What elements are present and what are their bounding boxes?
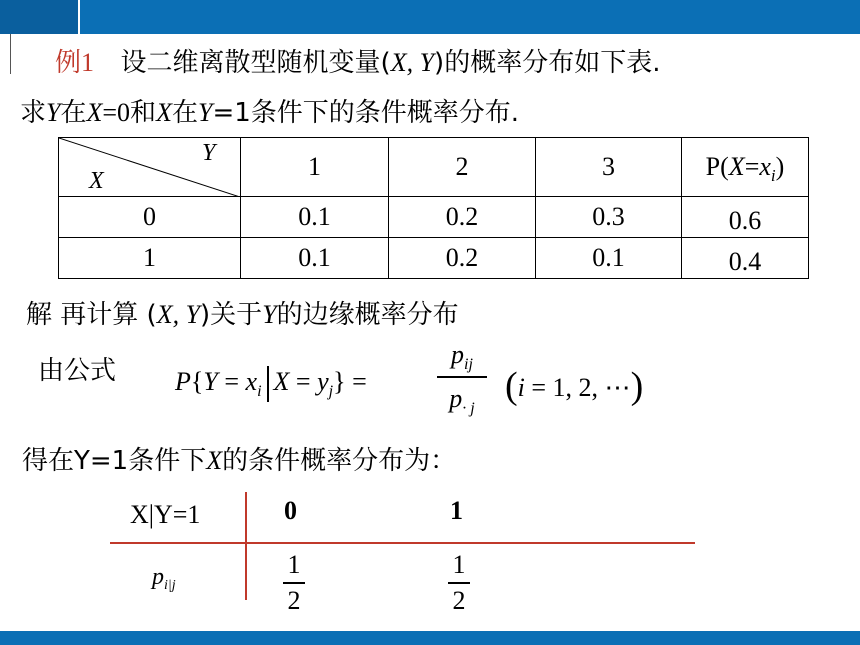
var-seg: Y bbox=[197, 98, 213, 127]
paren-right: ) bbox=[630, 365, 644, 407]
problem-text: 设二维离散型随机变量( bbox=[120, 48, 391, 78]
fraction-numerator bbox=[437, 340, 487, 373]
f-seg: p bbox=[449, 383, 463, 413]
table-cell: 0.3 bbox=[536, 197, 682, 238]
var-seg: Y bbox=[46, 98, 61, 127]
table-row bbox=[59, 238, 809, 279]
cond-prob-0 bbox=[279, 550, 309, 616]
fraction-bar bbox=[437, 376, 487, 378]
formula-fraction bbox=[437, 340, 487, 417]
text-seg: =0和 bbox=[102, 98, 157, 127]
f-seg: = bbox=[345, 366, 367, 396]
cond-table-hline bbox=[110, 542, 695, 544]
hdr-seg: X bbox=[728, 152, 745, 181]
var-seg: Y bbox=[262, 300, 277, 329]
hdr-seg: ) bbox=[775, 152, 785, 181]
f-seg: X bbox=[273, 366, 290, 396]
cond-table-vline bbox=[245, 492, 247, 600]
frac-bar bbox=[283, 582, 305, 584]
problem-text-end: )的概率分布如下表. bbox=[434, 48, 661, 78]
text-seg: 在 bbox=[171, 98, 198, 128]
result-line bbox=[22, 446, 456, 476]
table-cell: 0.1 bbox=[536, 238, 682, 279]
header-y-2: 2 bbox=[389, 138, 536, 197]
frac-den: 2 bbox=[287, 585, 301, 615]
table-row bbox=[59, 197, 809, 238]
hdr-seg: = bbox=[744, 152, 760, 181]
corner-x-label: X bbox=[89, 168, 104, 194]
top-bar bbox=[0, 0, 860, 34]
table-cell: 0.1 bbox=[241, 238, 389, 279]
header-y-1: 1 bbox=[241, 138, 389, 197]
text-seg: )关于 bbox=[200, 300, 263, 330]
formula-lhs bbox=[175, 366, 367, 402]
paren-left: ( bbox=[505, 365, 518, 407]
cond-prob-1 bbox=[444, 550, 474, 616]
frac-bar bbox=[448, 582, 470, 584]
conditional-bar bbox=[267, 366, 269, 402]
solution-line bbox=[26, 300, 459, 330]
hdr-sub: i bbox=[770, 166, 776, 185]
cond-row-label bbox=[152, 562, 176, 596]
frac-den: 2 bbox=[452, 585, 466, 615]
hdr-seg: P( bbox=[705, 152, 729, 181]
table-cell: 0.2 bbox=[389, 238, 536, 279]
bottom-bar bbox=[0, 631, 860, 645]
f-sub: · j bbox=[462, 399, 475, 417]
cond-value-1: 1 bbox=[450, 496, 463, 525]
conditional-probability-formula bbox=[175, 340, 675, 430]
var-seg: X bbox=[86, 98, 103, 127]
problem-line-1 bbox=[55, 48, 660, 78]
p-sub: i|j bbox=[164, 578, 176, 593]
formula-intro: 由公式 bbox=[38, 356, 117, 386]
joint-distribution-table bbox=[58, 137, 809, 279]
f-seg: { bbox=[190, 366, 204, 396]
text-seg: 的边缘概率分布 bbox=[276, 300, 459, 330]
example-label: 例1 bbox=[55, 48, 95, 77]
f-seg: P bbox=[175, 366, 191, 396]
left-accent-line bbox=[10, 34, 11, 74]
marginal-cell bbox=[682, 197, 809, 238]
row-x-value: 0 bbox=[59, 197, 241, 238]
fraction-denominator bbox=[437, 383, 487, 417]
header-y-3: 3 bbox=[536, 138, 682, 197]
f-seg: x bbox=[245, 366, 258, 396]
cond-header-label: X|Y=1 bbox=[130, 500, 201, 529]
frac-num: 1 bbox=[287, 550, 301, 579]
f-seg: = 1, 2, ⋯ bbox=[524, 373, 631, 402]
text-seg: 的条件概率分布为： bbox=[222, 446, 457, 476]
cond-value-0: 0 bbox=[284, 496, 297, 525]
var-seg: X bbox=[206, 446, 223, 475]
f-seg: = bbox=[289, 366, 318, 396]
text-seg: 在 bbox=[60, 98, 87, 128]
problem-line-2 bbox=[20, 98, 519, 128]
table-cell: 0.2 bbox=[389, 197, 536, 238]
f-seg: y bbox=[317, 366, 329, 396]
table-header-row bbox=[59, 138, 809, 197]
top-bar-accent bbox=[0, 0, 80, 34]
f-sub: j bbox=[328, 382, 334, 400]
text-seg: 解 再计算 ( bbox=[26, 300, 157, 330]
row-x-value: 1 bbox=[59, 238, 241, 279]
table-corner-cell bbox=[59, 138, 241, 197]
f-seg: i bbox=[517, 373, 525, 402]
f-sub: ij bbox=[464, 356, 473, 373]
f-sub: i bbox=[257, 382, 262, 400]
f-seg: = bbox=[217, 366, 246, 396]
text-seg: 求 bbox=[20, 98, 47, 128]
text-seg: 得在Y=1条件下 bbox=[22, 446, 207, 476]
frac-num: 1 bbox=[452, 550, 466, 579]
var-seg: X, Y bbox=[156, 300, 201, 329]
problem-vars: X, Y bbox=[390, 48, 435, 77]
text-seg: =1条件下的条件概率分布. bbox=[212, 98, 520, 128]
formula-range bbox=[505, 362, 643, 406]
hdr-seg: x bbox=[759, 152, 771, 181]
corner-y-label: Y bbox=[202, 140, 216, 166]
var-seg: X bbox=[156, 98, 172, 127]
f-seg: } bbox=[333, 366, 346, 396]
p-seg: p bbox=[152, 564, 164, 590]
marginal-value: 0.6 bbox=[728, 206, 762, 235]
marginal-cell bbox=[682, 238, 809, 279]
f-seg: Y bbox=[203, 366, 218, 396]
marginal-value: 0.4 bbox=[728, 247, 762, 276]
f-seg: p bbox=[451, 340, 465, 369]
header-marginal bbox=[682, 138, 809, 197]
table-cell: 0.1 bbox=[241, 197, 389, 238]
